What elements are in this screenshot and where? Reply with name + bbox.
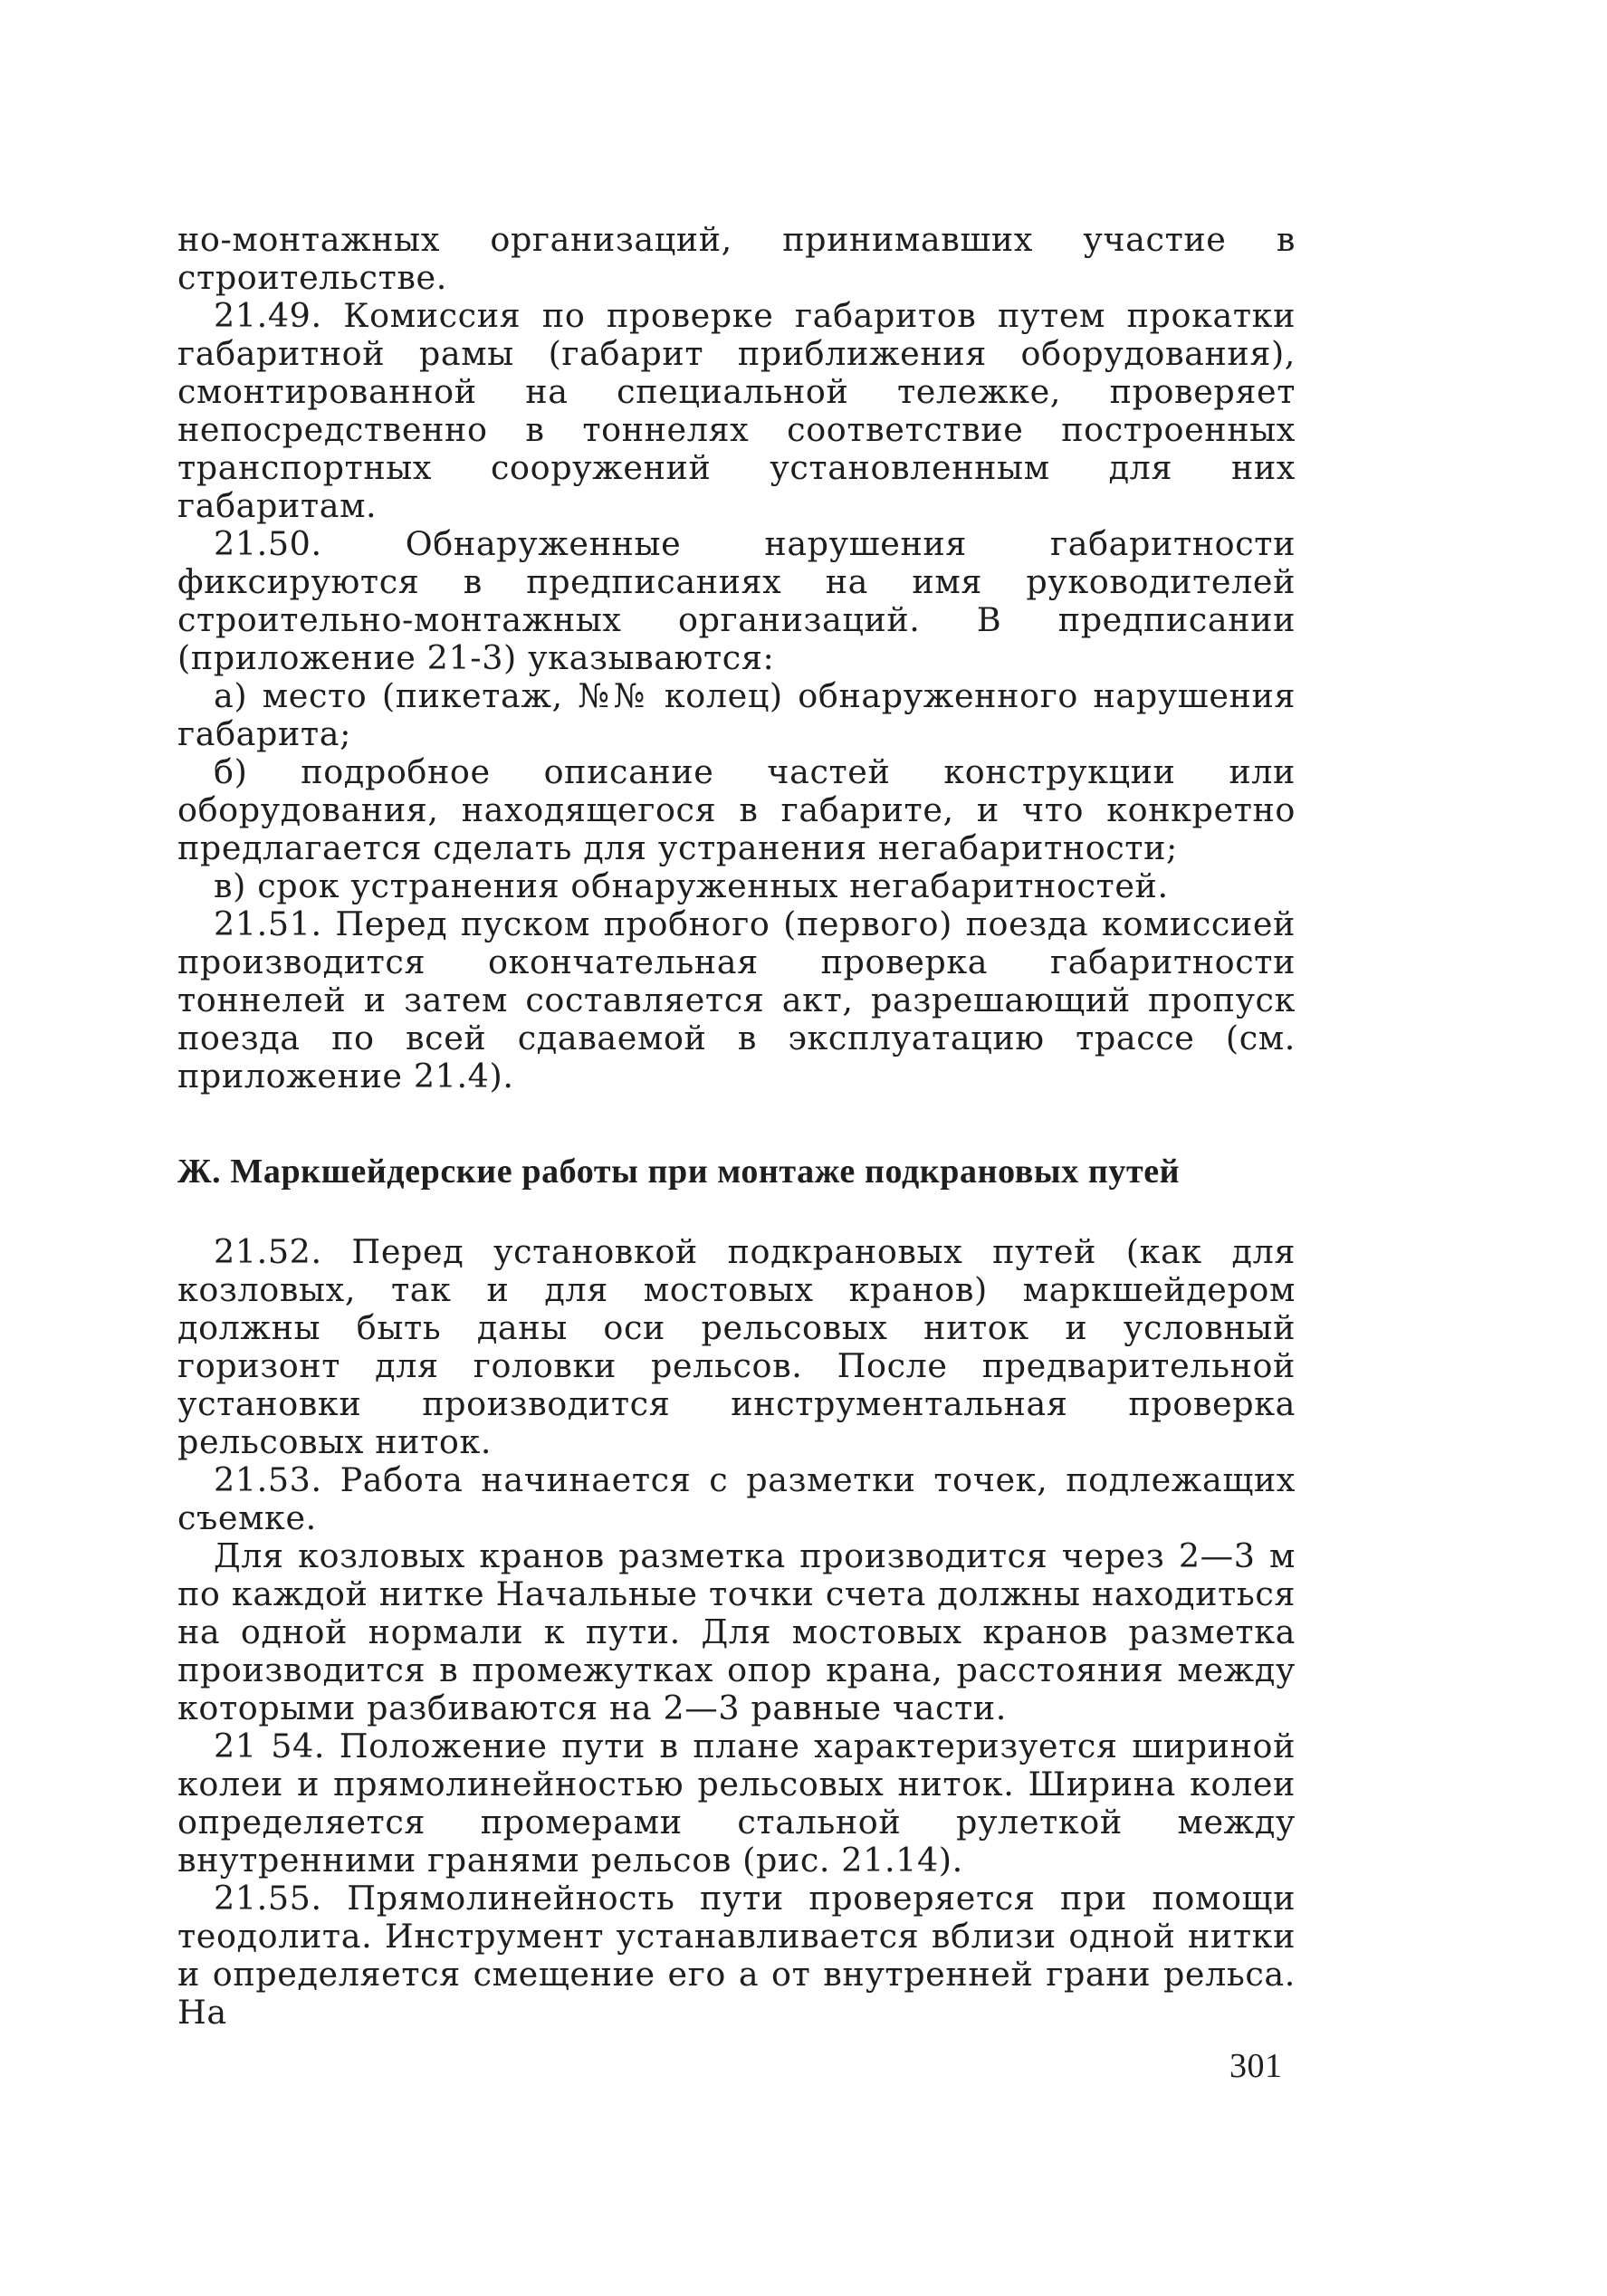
paragraph-gantry-cranes: Для козловых кранов разметка производится через 2—3 м по каждой нитке Начальные точки счета должны находиться на одной нормали к пути. Для мостовых кранов разметка производится в промежутках опор крана, расстояния между которыми разбиваются на 2—3 равные части. xyxy=(177,1536,1296,1727)
list-item-b: б) подробное описание частей конструкции или оборудования, находящегося в габарите, и что конкретно предлагается сделать для устранения негабаритности; xyxy=(177,752,1296,867)
paragraph-21-51: 21.51. Перед пуском пробного (первого) поезда комиссией производится окончательная проверка габаритности тоннелей и затем составляется акт, разрешающий пропуск поезда по всей сдаваемой в эксплуатацию трассе (см. приложение 21.4). xyxy=(177,904,1296,1095)
paragraph-21-52: 21.52. Перед установкой подкрановых путей (как для козловых, так и для мостовых кранов) маркшейдером должны быть даны оси рельсовых ниток и условный горизонт для головки рельсов. После предварительной установки производится инструментальная проверка рельсовых ниток. xyxy=(177,1232,1296,1461)
paragraph-21-55: 21.55. Прямолинейность пути проверяется при помощи теодолита. Инструмент устанавливается вблизи одной нитки и определяется смещение его а от внутренней грани рельса. На xyxy=(177,1879,1296,2032)
paragraph-continuation: но-монтажных организаций, принимавших участие в строительстве. xyxy=(177,220,1296,297)
list-item-a: а) место (пикетаж, №№ колец) обнаруженного нарушения габарита; xyxy=(177,676,1296,753)
paragraph-21-50: 21.50. Обнаруженные нарушения габаритности фиксируются в предписаниях на имя руководителей строительно-монтажных организаций. В предписании (приложение 21-3) указываются: xyxy=(177,524,1296,677)
section-heading: Ж. Маркшейдерские работы при монтаже подкрановых путей xyxy=(177,1153,1181,1191)
body-text-before-heading xyxy=(177,221,1296,1095)
paragraph-21-49: 21.49. Комиссия по проверке габаритов путем прокатки габаритной рамы (габарит приближения оборудования), смонтированной на специальной тележке, проверяет непосредственно в тоннелях соответствие построенных транспортных сооружений установленным для них габаритам. xyxy=(177,296,1296,525)
paragraph-21-53: 21.53. Работа начинается с разметки точек, подлежащих съемке. xyxy=(177,1460,1296,1537)
paragraph-21-54: 21 54. Положение пути в плане характеризуется шириной колеи и прямолинейностью рельсовых ниток. Ширина колеи определяется промерами стальной рулеткой между внутренними гранями рельсов (рис. 21.14). xyxy=(177,1727,1296,1880)
list-item-c: в) срок устранения обнаруженных негабаритностей. xyxy=(214,866,1169,905)
body-text-after-heading xyxy=(177,1233,1296,2032)
page-number: 301 xyxy=(1229,2047,1283,2085)
